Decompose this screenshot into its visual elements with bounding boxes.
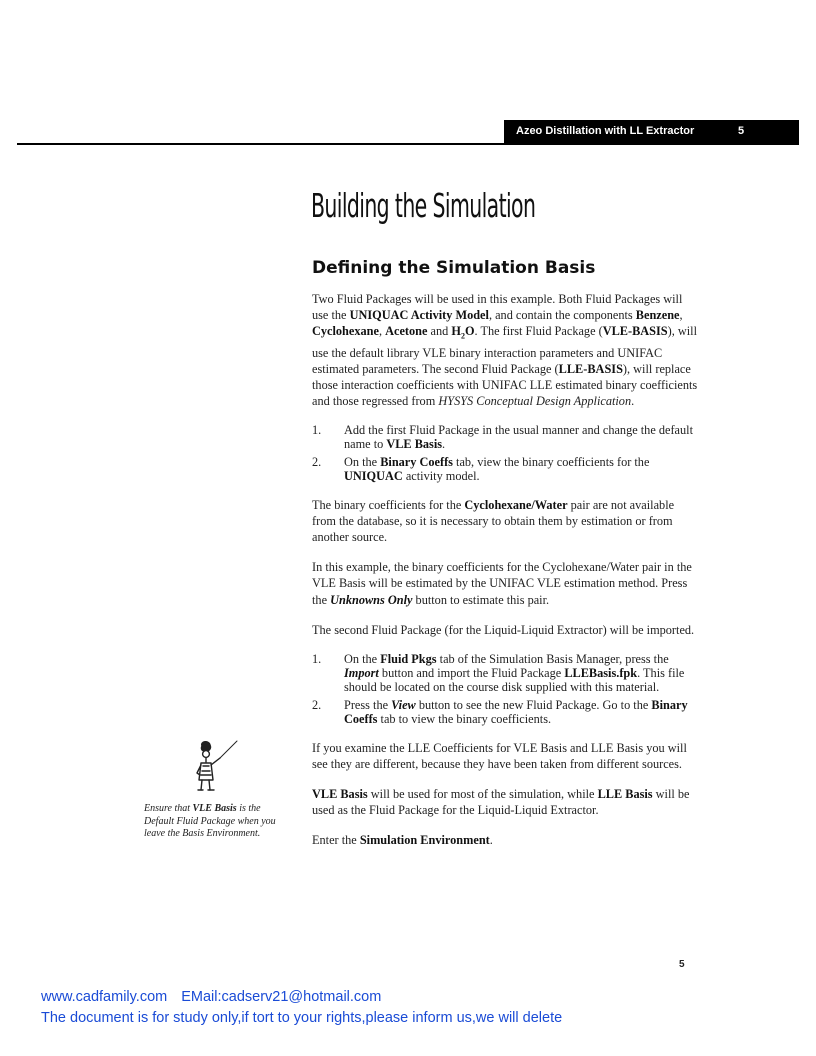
running-header	[504, 120, 799, 143]
footer-contact	[41, 989, 381, 1005]
footer-website-link[interactable]: www.cadfamily.com	[41, 989, 168, 1005]
intro-paragraph: Two Fluid Packages will be used in this example. Both Fluid Packages will use the UNIQUAC Activity Model, and contain the components Benzene, Cyclohexane, Acetone and $H_2O$. The first Fluid Package (VLE-BASIS), will use the default library VLE binary interaction parameters and UNIFAC estimated parameters. The second Fluid Package (LLE-BASIS), will replace those interaction coefficients with UNIFAC LLE estimated binary coefficients and those regressed from HYSYS Conceptual Design Application.	[312, 292, 698, 409]
footer-email-link[interactable]: EMail:cadserv21@hotmail.com	[181, 989, 382, 1005]
header-rule	[17, 143, 799, 145]
footer-disclaimer: The document is for study only,if tort to your rights,please inform us,we will delete	[41, 1010, 563, 1026]
chapter-title: Building the Simulation	[311, 186, 536, 225]
steps-list-1	[312, 423, 698, 483]
section-heading: Defining the Simulation Basis	[312, 258, 596, 278]
paragraph-import: The second Fluid Package (for the Liquid-Liquid Extractor) will be imported.	[312, 622, 695, 637]
paragraph-enter-environment: Enter the Simulation Environment.	[312, 833, 493, 848]
header-page-number: 5	[738, 125, 745, 137]
water-formula: $H_2O$	[451, 324, 475, 341]
list-item: 2. Press the View button to see the new Fluid Package. Go to the Binary Coeffs tab to view the binary coefficients.	[312, 697, 688, 726]
page-number: 5	[679, 959, 685, 970]
paragraph-binary-missing: The binary coefficients for the Cyclohexane/Water pair are not available from the database, so it is necessary to obtain them by estimation or from another source.	[312, 498, 675, 545]
teacher-pointer-icon	[193, 740, 239, 794]
paragraph-usage: VLE Basis will be used for most of the simulation, while LLE Basis will be used as the Fluid Package for the Liquid-Liquid Extractor.	[312, 786, 690, 818]
list-item: 2. On the Binary Coeffs tab, view the binary coefficients for the UNIQUAC activity model.	[312, 455, 650, 484]
steps-list-2	[312, 652, 698, 726]
list-item: 1. On the Fluid Pkgs tab of the Simulation Basis Manager, press the Import button and import the Fluid Package LLEBasis.fpk. This file should be located on the course disk supplied with this material.	[312, 651, 685, 694]
main-content	[312, 291, 698, 862]
header-title: Azeo Distillation with LL Extractor	[516, 125, 695, 137]
paragraph-compare: If you examine the LLE Coefficients for VLE Basis and LLE Basis you will see they are different, because they have been taken from different sources.	[312, 740, 687, 771]
side-note: Ensure that VLE Basis is the Default Fluid Package when you leave the Basis Environment.	[144, 803, 276, 839]
paragraph-estimation: In this example, the binary coefficients for the Cyclohexane/Water pair in the VLE Basis will be estimated by the UNIFAC VLE estimation method. Press the Unknowns Only button to estimate this pair.	[312, 560, 692, 607]
list-item: 1. Add the first Fluid Package in the usual manner and change the default name to VLE Basis.	[312, 423, 693, 452]
